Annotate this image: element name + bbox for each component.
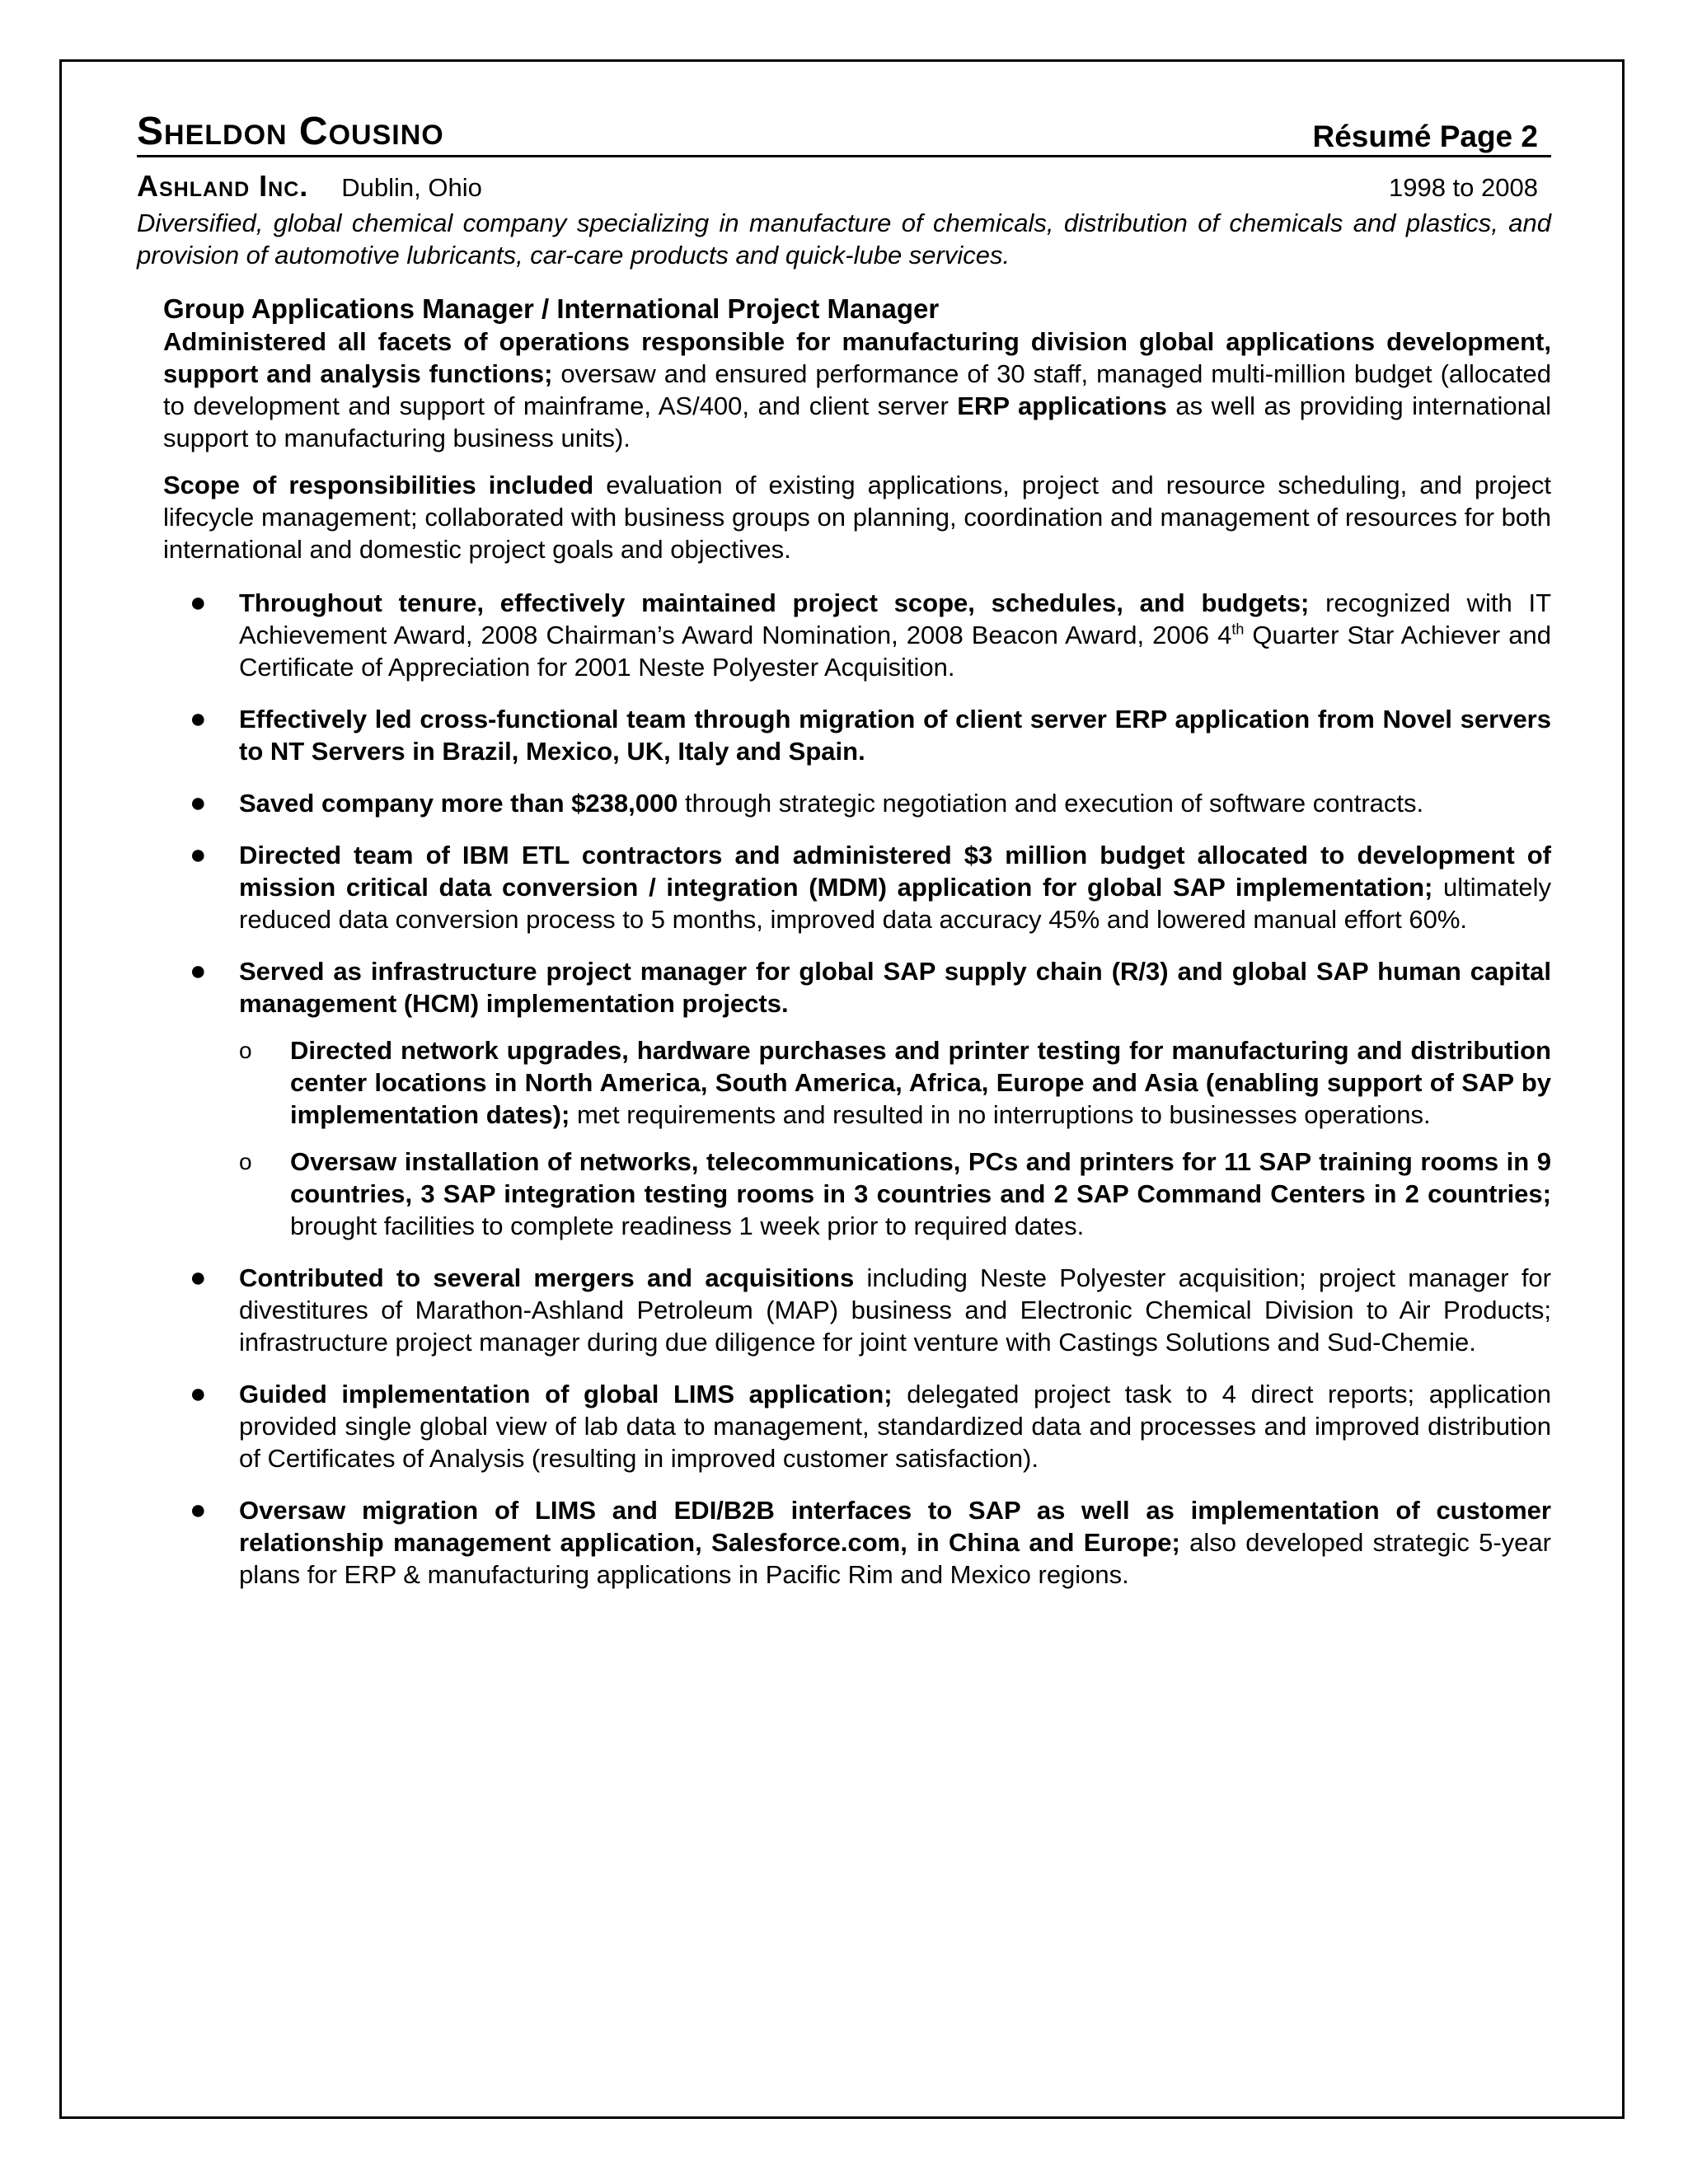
list-item [163, 1262, 1551, 1358]
role-summary-bold2: ERP applications [957, 391, 1167, 420]
sub-list [239, 1034, 1551, 1242]
candidate-name: Sheldon Cousino [137, 110, 444, 153]
bullet-superscript: th [1231, 621, 1245, 638]
role-summary-text2: as well as providing international support to manufacturing business units). [163, 391, 1551, 452]
page-header [137, 105, 1551, 157]
list-item [163, 587, 1551, 683]
bullet-bold: Directed team of IBM ETL contractors and administered $3 million budget allocated to development of mission critical data conversion / integration (MDM) application for global SAP implementation; [239, 841, 1551, 902]
bullet-text: ultimately reduced data conversion process to 5 months, improved data accuracy 45% and lowered manual effort 60%. [239, 873, 1551, 934]
role-title: Group Applications Manager / International Project Manager [163, 293, 940, 324]
role-summary-bold: Administered all facets of operations responsible for manufacturing division global applications development, support and analysis functions; [163, 327, 1551, 388]
sub-bullet-bold: Directed network upgrades, hardware purchases and printer testing for manufacturing and distribution center locations in North America, South America, Africa, Europe and Asia (enabling support of SAP by implementation dates); [290, 1036, 1551, 1129]
bullet-bold: Guided implementation of global LIMS application; [239, 1380, 893, 1408]
bullet-bold: Effectively led cross-functional team through migration of client server ERP application from Novel servers to NT Servers in Brazil, Mexico, UK, Italy and Spain. [239, 705, 1551, 766]
bullet-text: Quarter Star Achiever and Certificate of Appreciation for 2001 Neste Polyester Acquisition. [239, 621, 1551, 682]
sub-bullet-text: brought facilities to complete readiness 1 week prior to required dates. [290, 1212, 1085, 1240]
company-row [137, 169, 1551, 204]
employment-dates: 1998 to 2008 [1388, 173, 1538, 202]
sub-list-item [239, 1146, 1551, 1242]
bullet-icon: ● [190, 703, 207, 734]
role-scope [163, 469, 1551, 565]
bullet-text: delegated project task to 4 direct reports; application provided single global view of lab data to management, standardized data and processes and improved distribution of Certificates of Analysis (resulting in improved customer satisfaction). [239, 1380, 1552, 1473]
sub-list-item [239, 1034, 1551, 1131]
list-item [163, 1494, 1551, 1591]
bullet-icon: ● [190, 1262, 207, 1293]
circle-bullet-icon: o [239, 1149, 252, 1174]
bullet-icon: ● [190, 1494, 207, 1526]
bullet-text: also developed strategic 5-year plans for ERP & manufacturing applications in Pacific Rim and Mexico regions. [239, 1528, 1551, 1589]
resume-page [137, 105, 1551, 1610]
sub-bullet-text: met requirements and resulted in no interruptions to businesses operations. [570, 1100, 1431, 1129]
sub-bullet-bold: Oversaw installation of networks, telecommunications, PCs and printers for 11 SAP training rooms in 9 countries, 3 SAP integration testing rooms in 3 countries and 2 SAP Command Centers in 2 countries; [290, 1147, 1551, 1208]
bullet-text: including Neste Polyester acquisition; project manager for divestitures of Marathon-Ashland Petroleum (MAP) business and Electronic Chemical Division to Air Products; infrastructure project manager during due diligence for joint venture with Castings Solutions and Sud-Chemie. [239, 1263, 1551, 1357]
company-description: Diversified, global chemical company specializing in manufacture of chemicals, distribution of chemicals and plastics, and provision of automotive lubricants, car-care products and quick-lube services. [137, 209, 1551, 269]
page-label: Résumé Page 2 [1312, 120, 1538, 153]
list-item [163, 955, 1551, 1242]
company-location: Dublin, Ohio [341, 173, 482, 202]
bullet-icon: ● [190, 587, 207, 618]
list-item [163, 787, 1551, 819]
bullet-bold: Oversaw migration of LIMS and EDI/B2B interfaces to SAP as well as implementation of customer relationship management application, Salesforce.com, in China and Europe; [239, 1496, 1551, 1557]
bullet-icon: ● [190, 1378, 207, 1409]
bullet-bold: Served as infrastructure project manager for global SAP supply chain (R/3) and global SAP human capital management (HCM) implementation projects. [239, 957, 1551, 1018]
role-summary-text: oversaw and ensured performance of 30 staff, managed multi-million budget (allocated to development and support of mainframe, AS/400, and client server [163, 359, 1551, 420]
list-item [163, 1378, 1551, 1474]
bullet-bold: Contributed to several mergers and acquisitions [239, 1263, 855, 1292]
achievement-list [163, 587, 1551, 1591]
company-name: Ashland Inc. [137, 169, 309, 203]
list-item [163, 703, 1551, 767]
list-item [163, 839, 1551, 935]
role-scope-bold: Scope of responsibilities included [163, 471, 594, 499]
bullet-icon: ● [190, 839, 207, 870]
bullet-bold: Throughout tenure, effectively maintained project scope, schedules, and budgets; [239, 588, 1310, 617]
bullet-icon: ● [190, 787, 207, 818]
circle-bullet-icon: o [239, 1038, 252, 1063]
role-scope-text: evaluation of existing applications, project and resource scheduling, and project lifecycle management; collaborated with business groups on planning, coordination and management of resources for both international and domestic project goals and objectives. [163, 471, 1551, 564]
role-section [163, 293, 1551, 1591]
role-summary [163, 326, 1551, 454]
bullet-bold: Saved company more than $238,000 [239, 789, 678, 818]
bullet-text: through strategic negotiation and execution of software contracts. [678, 789, 1424, 818]
bullet-icon: ● [190, 955, 207, 987]
bullet-text: recognized with IT Achievement Award, 2008 Chairman’s Award Nomination, 2008 Beacon Award, 2006 4 [239, 588, 1552, 649]
